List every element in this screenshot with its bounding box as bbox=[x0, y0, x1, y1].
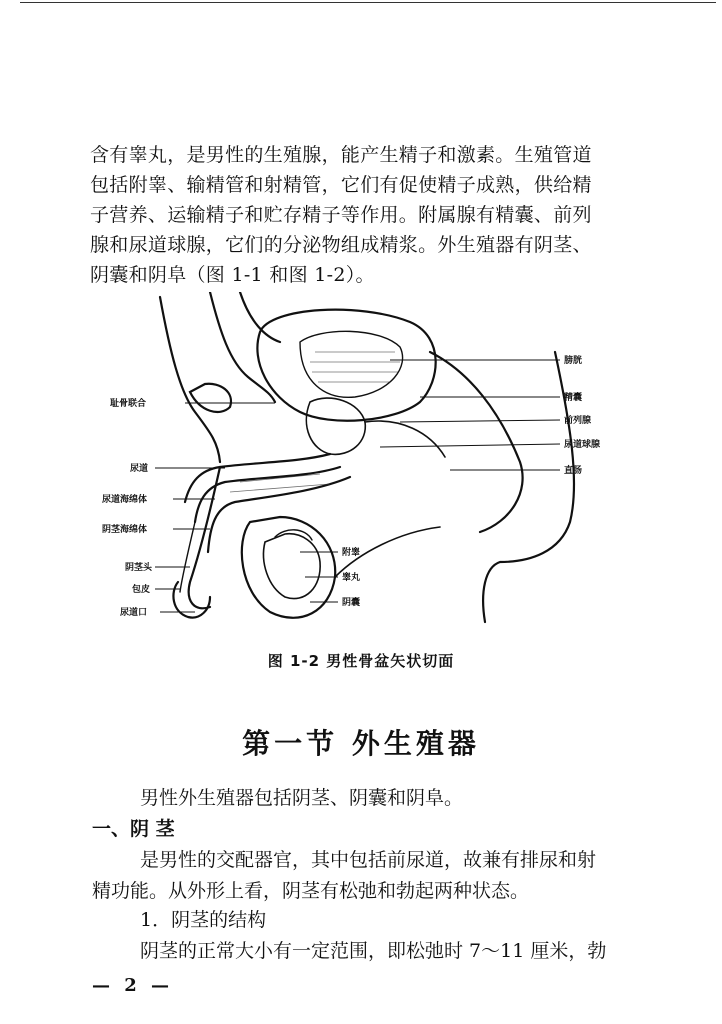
label-scrotum: 阴囊 bbox=[342, 598, 361, 608]
section-title: 第一节 外生殖器 bbox=[242, 727, 480, 760]
label-bladder: 膀胱 bbox=[564, 356, 583, 366]
page-number: — 2 — bbox=[92, 975, 174, 996]
intro-paragraph bbox=[90, 140, 638, 290]
label-corpus-spongiosum: 尿道海绵体 bbox=[102, 495, 148, 505]
label-corpus-cavernosum: 阴茎海绵体 bbox=[102, 525, 148, 535]
subheading: 一、阴 茎 bbox=[92, 818, 175, 840]
intro-line: 包括附睾、输精管和射精管，它们有促使精子成熟，供给精 bbox=[90, 174, 592, 196]
label-urethra: 尿道 bbox=[130, 464, 149, 474]
label-pubic-symphysis: 耻骨联合 bbox=[110, 399, 147, 409]
intro-line: 子营养、运输精子和贮存精子等作用。附属腺有精囊、前列 bbox=[90, 204, 592, 226]
label-urethral-meatus: 尿道口 bbox=[120, 608, 148, 618]
top-rule bbox=[20, 2, 716, 3]
item-line: 阴茎的正常大小有一定范围，即松弛时 7～11 厘米，勃 bbox=[140, 940, 607, 962]
section-summary: 男性外生殖器包括阴茎、阴囊和阴阜。 bbox=[140, 787, 464, 809]
item-heading: 1．阴茎的结构 bbox=[140, 909, 267, 931]
intro-line: 阴囊和阴阜（图 1-1 和图 1-2）。 bbox=[90, 264, 375, 286]
intro-line: 含有睾丸，是男性的生殖腺，能产生精子和激素。生殖管道 bbox=[90, 144, 592, 166]
label-prostate: 前列腺 bbox=[564, 416, 592, 426]
label-bulbourethral-gland: 尿道球腺 bbox=[564, 440, 601, 450]
label-foreskin: 包皮 bbox=[132, 585, 151, 595]
label-epididymis: 附睾 bbox=[342, 548, 361, 558]
label-testis: 睾丸 bbox=[342, 573, 361, 583]
intro-line: 腺和尿道球腺，它们的分泌物组成精浆。外生殖器有阴茎、 bbox=[90, 234, 592, 256]
label-seminal-vesicle: 精囊 bbox=[564, 393, 583, 403]
anatomy-figure bbox=[100, 292, 620, 642]
body-line: 是男性的交配器官，其中包括前尿道，故兼有排尿和射 bbox=[140, 849, 597, 871]
figure-caption: 图 1-2 男性骨盆矢状切面 bbox=[267, 652, 455, 670]
pelvis-sagittal-illustration bbox=[100, 292, 620, 642]
body-line: 精功能。从外形上看，阴茎有松弛和勃起两种状态。 bbox=[92, 880, 530, 902]
label-glans: 阴茎头 bbox=[125, 563, 153, 573]
label-rectum: 直肠 bbox=[564, 466, 583, 476]
